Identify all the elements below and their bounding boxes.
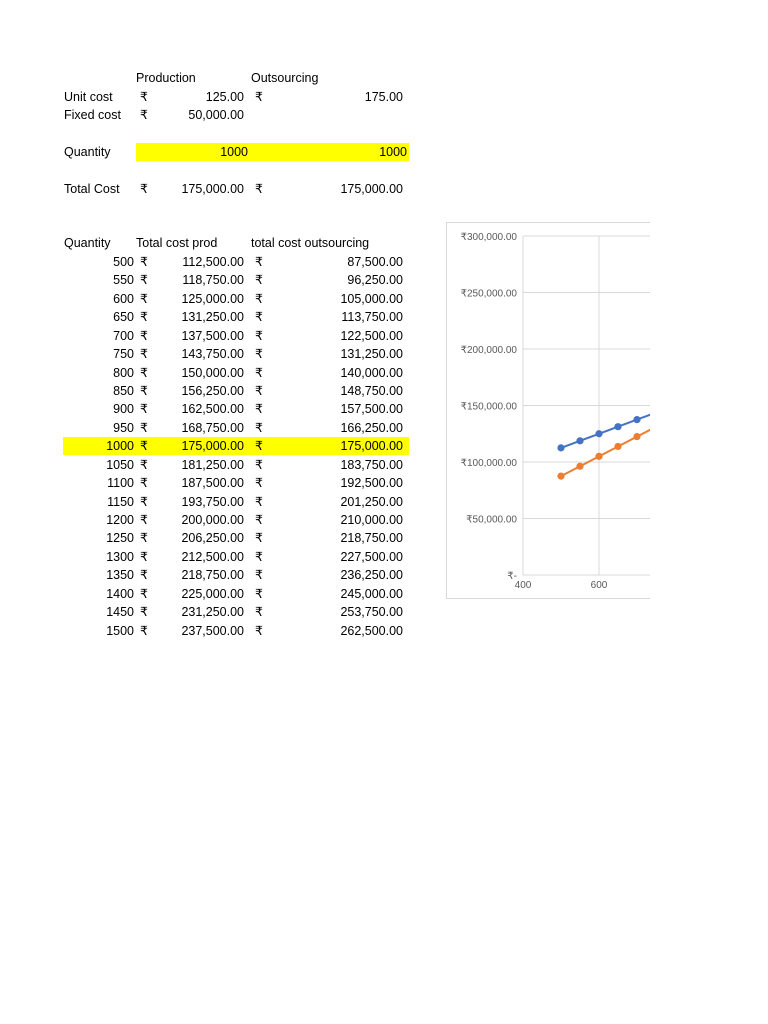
data-point[interactable]: [633, 416, 640, 423]
header-production: Production: [136, 71, 196, 85]
quantity-cell[interactable]: 1400: [106, 587, 134, 601]
currency-symbol[interactable]: ₹: [255, 605, 263, 619]
total-cost-outsourcing-cell[interactable]: 148,750.00: [340, 384, 403, 398]
total-cost-outsourcing-cell[interactable]: 183,750.00: [340, 458, 403, 472]
y-tick-label: ₹200,000.00: [460, 345, 517, 356]
chart-canvas: [447, 223, 650, 599]
total-cost-outsourcing-cell[interactable]: 113,750.00: [341, 310, 403, 324]
currency-symbol[interactable]: ₹: [140, 347, 148, 361]
quantity-cell[interactable]: 950: [113, 421, 134, 435]
currency-symbol[interactable]: ₹: [255, 292, 263, 306]
quantity-outsourcing[interactable]: 1000: [379, 145, 407, 159]
currency-symbol[interactable]: ₹: [140, 310, 148, 324]
total-cost-prod-cell[interactable]: 200,000.00: [181, 513, 244, 527]
quantity-production[interactable]: 1000: [220, 145, 248, 159]
total-cost-prod-cell[interactable]: 137,500.00: [181, 329, 244, 343]
quantity-cell[interactable]: 1050: [106, 458, 134, 472]
total-cost-outsourcing-cell[interactable]: 227,500.00: [340, 550, 403, 564]
data-point[interactable]: [576, 463, 583, 470]
data-point[interactable]: [614, 423, 621, 430]
currency-symbol[interactable]: ₹: [255, 329, 263, 343]
total-cost-prod-cell[interactable]: 162,500.00: [181, 402, 244, 416]
currency-symbol[interactable]: ₹: [255, 366, 263, 380]
currency-symbol[interactable]: ₹: [255, 439, 263, 453]
total-cost-label: Total Cost: [64, 182, 120, 196]
fixed-cost-production[interactable]: 50,000.00: [188, 108, 244, 122]
total-cost-outsourcing-cell[interactable]: 262,500.00: [340, 624, 403, 638]
quantity-label: Quantity: [64, 145, 111, 159]
currency-symbol[interactable]: ₹: [255, 531, 263, 545]
currency-symbol: ₹: [255, 90, 263, 104]
quantity-cell[interactable]: 1100: [107, 476, 134, 490]
table-header-total-cost-prod: Total cost prod: [136, 236, 218, 250]
currency-symbol[interactable]: ₹: [255, 310, 263, 324]
unit-cost-label: Unit cost: [64, 90, 113, 104]
currency-symbol[interactable]: ₹: [255, 402, 263, 416]
currency-symbol[interactable]: ₹: [255, 476, 263, 490]
series-line-0: [561, 307, 650, 448]
table-header-quantity: Quantity: [64, 236, 111, 250]
quantity-cell[interactable]: 1500: [106, 624, 134, 638]
total-cost-prod-cell[interactable]: 181,250.00: [181, 458, 244, 472]
quantity-cell[interactable]: 1350: [106, 568, 134, 582]
quantity-cell[interactable]: 1300: [106, 550, 134, 564]
currency-symbol[interactable]: ₹: [255, 495, 263, 509]
currency-symbol[interactable]: ₹: [255, 568, 263, 582]
currency-symbol[interactable]: ₹: [140, 531, 148, 545]
x-tick-label: 600: [590, 580, 608, 591]
total-cost-outsourcing-cell[interactable]: 131,250.00: [340, 347, 403, 361]
total-cost-prod-cell[interactable]: 143,750.00: [181, 347, 244, 361]
y-tick-label: ₹-: [507, 571, 517, 582]
currency-symbol[interactable]: ₹: [140, 458, 148, 472]
total-cost-outsourcing-cell[interactable]: 122,500.00: [340, 329, 403, 343]
total-cost-outsourcing-cell[interactable]: 105,000.00: [340, 292, 403, 306]
y-tick-label: ₹300,000.00: [460, 232, 517, 243]
currency-symbol: ₹: [140, 90, 148, 104]
total-cost-outsourcing-cell[interactable]: 218,750.00: [340, 531, 403, 545]
total-cost-prod-cell[interactable]: 118,750.00: [182, 273, 244, 287]
total-cost-outsourcing-cell[interactable]: 175,000.00: [340, 439, 403, 453]
currency-symbol[interactable]: ₹: [140, 439, 148, 453]
currency-symbol: ₹: [255, 182, 263, 196]
currency-symbol[interactable]: ₹: [255, 421, 263, 435]
total-cost-outsourcing-cell[interactable]: 245,000.00: [340, 587, 403, 601]
currency-symbol[interactable]: ₹: [140, 402, 148, 416]
total-cost-prod-cell[interactable]: 187,500.00: [181, 476, 244, 490]
total-cost-outsourcing-cell[interactable]: 236,250.00: [340, 568, 403, 582]
total-cost-prod-cell[interactable]: 237,500.00: [181, 624, 244, 638]
total-cost-production[interactable]: 175,000.00: [181, 182, 244, 196]
currency-symbol[interactable]: ₹: [255, 273, 263, 287]
total-cost-prod-cell[interactable]: 175,000.00: [181, 439, 244, 453]
currency-symbol: ₹: [140, 182, 148, 196]
total-cost-prod-cell[interactable]: 112,500.00: [182, 255, 244, 269]
currency-symbol[interactable]: ₹: [255, 384, 263, 398]
total-cost-outsourcing-cell[interactable]: 140,000.00: [340, 366, 403, 380]
currency-symbol[interactable]: ₹: [255, 624, 263, 638]
quantity-cell[interactable]: 1150: [107, 495, 134, 509]
currency-symbol[interactable]: ₹: [140, 624, 148, 638]
data-point[interactable]: [557, 473, 564, 480]
y-tick-label: ₹150,000.00: [460, 401, 517, 413]
total-cost-outsourcing-cell[interactable]: 157,500.00: [340, 402, 403, 416]
total-cost-outsourcing-cell[interactable]: 210,000.00: [340, 513, 403, 527]
series-line-1: [561, 278, 650, 476]
currency-symbol[interactable]: ₹: [140, 550, 148, 564]
total-cost-outsourcing-cell[interactable]: 87,500.00: [347, 255, 403, 269]
total-cost-prod-cell[interactable]: 131,250.00: [181, 310, 244, 324]
currency-symbol[interactable]: ₹: [140, 568, 148, 582]
quantity-cell[interactable]: 1000: [106, 439, 134, 453]
currency-symbol[interactable]: ₹: [140, 255, 148, 269]
quantity-cell[interactable]: 850: [113, 384, 134, 398]
currency-symbol[interactable]: ₹: [140, 513, 148, 527]
currency-symbol[interactable]: ₹: [140, 384, 148, 398]
data-point[interactable]: [576, 437, 583, 444]
y-tick-label: ₹100,000.00: [460, 458, 517, 469]
currency-symbol[interactable]: ₹: [140, 476, 148, 490]
total-cost-outsourcing-cell[interactable]: 96,250.00: [347, 273, 403, 287]
currency-symbol[interactable]: ₹: [140, 605, 148, 619]
quantity-cell[interactable]: 650: [113, 310, 134, 324]
total-cost-prod-cell[interactable]: 125,000.00: [181, 292, 244, 306]
currency-symbol[interactable]: ₹: [255, 255, 263, 269]
quantity-cell[interactable]: 800: [113, 366, 134, 380]
total-cost-prod-cell[interactable]: 212,500.00: [181, 550, 244, 564]
data-point[interactable]: [595, 453, 602, 460]
header-outsourcing: Outsourcing: [251, 71, 319, 85]
x-tick-label: 400: [514, 580, 532, 591]
quantity-cell[interactable]: 550: [113, 273, 134, 287]
total-cost-outsourcing-cell[interactable]: 192,500.00: [340, 476, 403, 490]
data-point[interactable]: [557, 444, 564, 451]
total-cost-prod-cell[interactable]: 156,250.00: [181, 384, 244, 398]
currency-symbol[interactable]: ₹: [255, 458, 263, 472]
currency-symbol: ₹: [140, 108, 148, 122]
currency-symbol[interactable]: ₹: [140, 366, 148, 380]
quantity-cell[interactable]: 600: [113, 292, 134, 306]
quantity-cell[interactable]: 500: [113, 255, 134, 269]
total-cost-prod-cell[interactable]: 206,250.00: [181, 531, 244, 545]
currency-symbol[interactable]: ₹: [255, 513, 263, 527]
total-cost-prod-cell[interactable]: 193,750.00: [181, 495, 244, 509]
quantity-cell[interactable]: 1450: [106, 605, 134, 619]
y-tick-label: ₹50,000.00: [466, 514, 517, 526]
quantity-cell[interactable]: 1250: [106, 531, 134, 545]
total-cost-outsourcing-cell[interactable]: 201,250.00: [340, 495, 403, 509]
currency-symbol[interactable]: ₹: [140, 292, 148, 306]
cost-comparison-chart[interactable]: [446, 222, 650, 599]
quantity-cell[interactable]: 1200: [106, 513, 134, 527]
currency-symbol[interactable]: ₹: [140, 329, 148, 343]
currency-symbol[interactable]: ₹: [255, 587, 263, 601]
total-cost-prod-cell[interactable]: 168,750.00: [181, 421, 244, 435]
quantity-cell[interactable]: 750: [113, 347, 134, 361]
unit-cost-outsourcing[interactable]: 175.00: [364, 90, 403, 104]
currency-symbol[interactable]: ₹: [255, 347, 263, 361]
total-cost-prod-cell[interactable]: 218,750.00: [181, 568, 244, 582]
currency-symbol[interactable]: ₹: [140, 273, 148, 287]
currency-symbol[interactable]: ₹: [140, 587, 148, 601]
data-point[interactable]: [595, 430, 602, 437]
total-cost-prod-cell[interactable]: 225,000.00: [181, 587, 244, 601]
total-cost-outsourcing-cell[interactable]: 253,750.00: [340, 605, 403, 619]
currency-symbol[interactable]: ₹: [140, 421, 148, 435]
total-cost-prod-cell[interactable]: 150,000.00: [181, 366, 244, 380]
y-tick-label: ₹250,000.00: [460, 288, 517, 300]
quantity-cell[interactable]: 900: [113, 402, 134, 416]
fixed-cost-label: Fixed cost: [64, 108, 121, 122]
unit-cost-production[interactable]: 125.00: [205, 90, 244, 104]
total-cost-outsourcing-cell[interactable]: 166,250.00: [340, 421, 403, 435]
currency-symbol[interactable]: ₹: [255, 550, 263, 564]
total-cost-outsourcing[interactable]: 175,000.00: [340, 182, 403, 196]
data-point[interactable]: [614, 443, 621, 450]
currency-symbol[interactable]: ₹: [140, 495, 148, 509]
table-header-total-cost-outsourcing: total cost outsourcing: [251, 236, 370, 250]
quantity-cell[interactable]: 700: [113, 329, 134, 343]
data-point[interactable]: [633, 433, 640, 440]
total-cost-prod-cell[interactable]: 231,250.00: [181, 605, 244, 619]
